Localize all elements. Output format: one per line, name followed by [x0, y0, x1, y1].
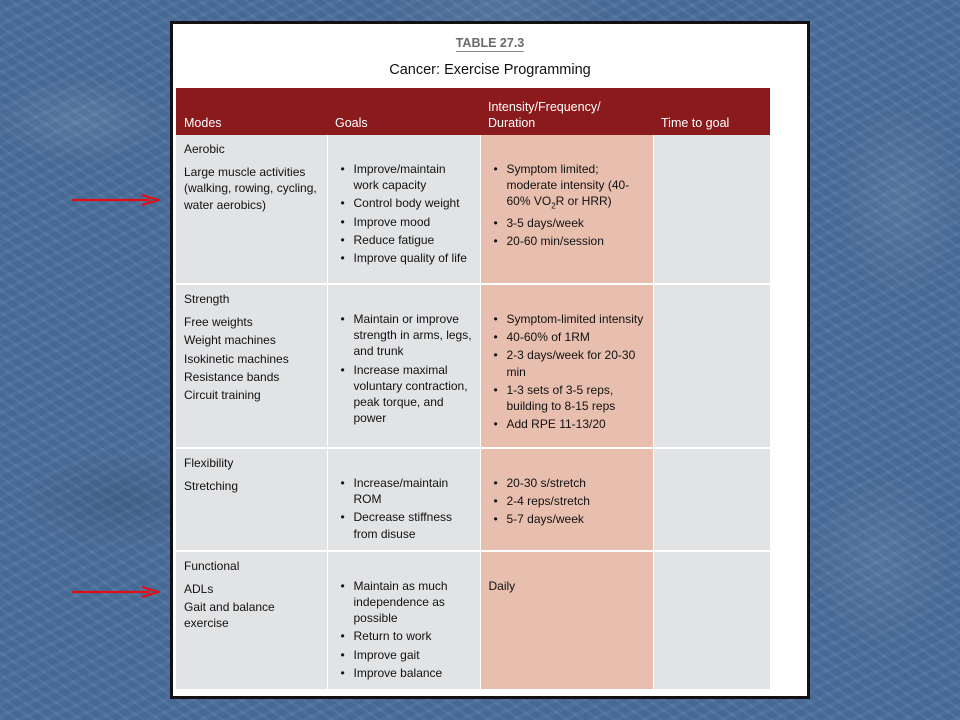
table-row	[176, 551, 770, 690]
list-item: • 1-3 sets of 3-5 reps, building to 8-15 reps	[489, 382, 647, 414]
mode-name: Strength	[184, 292, 230, 306]
table-row	[176, 284, 770, 448]
list-item: • Decrease stiffness from disuse	[336, 509, 474, 541]
goals-cell	[327, 135, 480, 284]
time-to-goal-cell	[653, 551, 770, 690]
goals-cell	[327, 448, 480, 551]
list-item: • 2-4 reps/stretch	[489, 493, 647, 509]
red-arrow-icon	[72, 586, 160, 598]
list-item: • 20-30 s/stretch	[489, 475, 647, 491]
time-to-goal-cell	[653, 284, 770, 448]
mode-item: Stretching	[184, 479, 239, 494]
table-row	[176, 135, 770, 284]
list-item: • Control body weight	[336, 195, 474, 211]
column-header: Time to goal	[653, 88, 770, 135]
mode-name: Flexibility	[184, 456, 234, 470]
mode-item: Gait and balance exercise	[184, 600, 275, 631]
list-item: • Maintain or improve strength in arms, legs, and trunk	[336, 311, 474, 360]
header-row	[176, 88, 770, 135]
time-to-goal-cell	[653, 448, 770, 551]
table-row	[176, 448, 770, 551]
list-item: • Return to work	[336, 628, 474, 644]
column-header: Modes	[176, 88, 327, 135]
list-item: • 5-7 days/week	[489, 511, 647, 527]
mode-item: Resistance bands	[184, 369, 280, 384]
mode-name: Functional	[184, 558, 240, 573]
mode-item: Weight machines	[184, 333, 276, 348]
list-item: • Improve/maintain work capacity	[336, 161, 474, 193]
table-title: Cancer: Exercise Programming	[389, 62, 591, 78]
column-header: Intensity/Frequency/ Duration	[480, 88, 653, 135]
list-item: • Symptom limited; moderate intensity (40-60% $VO_2R$ or HRR)	[489, 161, 647, 213]
mode-cell	[176, 135, 327, 284]
list-item: • Increase maximal voluntary contraction, peak torque, and power	[336, 362, 474, 427]
mode-cell	[176, 551, 327, 690]
exercise-table	[176, 88, 770, 691]
column-header: Goals	[327, 88, 480, 135]
time-to-goal-cell	[653, 135, 770, 284]
table-figure	[170, 21, 810, 699]
list-item: • Improve mood	[336, 214, 474, 230]
red-arrow-icon	[72, 194, 160, 206]
list-item: • 3-5 days/week	[489, 215, 647, 231]
mode-name: Aerobic	[184, 142, 225, 156]
list-item: • Improve gait	[336, 647, 474, 663]
intensity-cell	[480, 135, 653, 284]
table-number: TABLE 27.3	[455, 36, 525, 50]
mode-item: Circuit training	[184, 387, 261, 402]
goals-cell	[327, 284, 480, 448]
intensity-cell	[480, 284, 653, 448]
intensity-text: Daily	[488, 578, 516, 593]
mode-item: Large muscle activities (walking, rowing, cycling, water aerobics)	[184, 165, 317, 212]
list-item: • Improve quality of life	[336, 250, 474, 266]
mode-item: ADLs	[184, 581, 214, 596]
mode-item: Isokinetic machines	[184, 351, 289, 366]
list-item: • 2-3 days/week for 20-30 min	[489, 347, 647, 379]
list-item: • Symptom-limited intensity	[489, 311, 647, 327]
mode-cell	[176, 284, 327, 448]
list-item: • Reduce fatigue	[336, 232, 474, 248]
list-item: • Increase/maintain ROM	[336, 475, 474, 507]
list-item: • 40-60% of 1RM	[489, 329, 647, 345]
list-item: • Improve balance	[336, 665, 474, 681]
list-item: • Add RPE 11-13/20	[489, 416, 647, 432]
list-item: • Maintain as much independence as possible	[336, 578, 474, 627]
mode-item: Free weights	[184, 315, 253, 330]
list-item: • 20-60 min/session	[489, 233, 647, 249]
goals-cell	[327, 551, 480, 690]
mode-cell	[176, 448, 327, 551]
intensity-cell	[480, 551, 653, 690]
intensity-cell	[480, 448, 653, 551]
